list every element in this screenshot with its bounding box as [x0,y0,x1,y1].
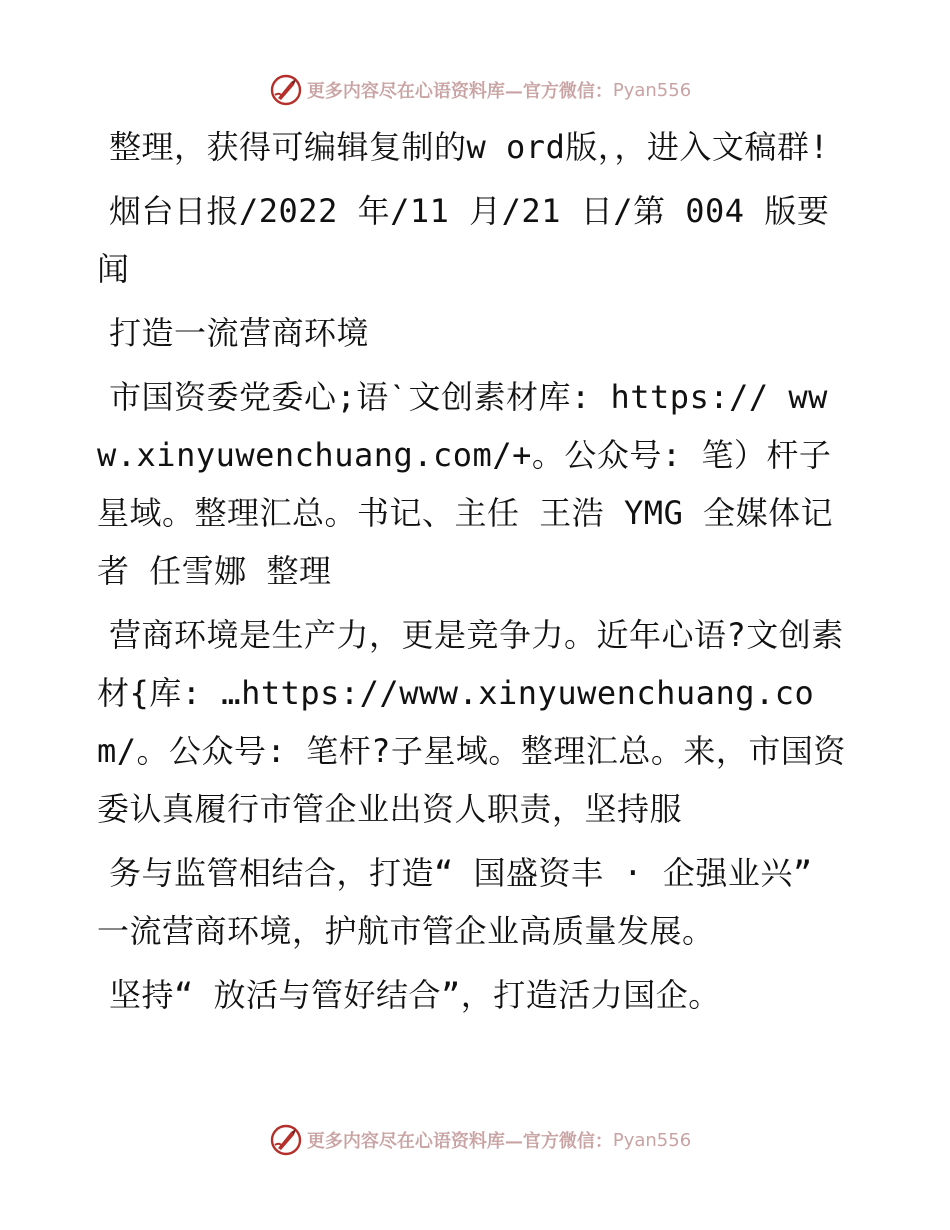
paragraph-body-2: 务与监管相结合，打造“ 国盛资丰 · 企强业兴” 一流营商环境，护航市管企业高质量发展。 [97,854,813,950]
banner-text: 更多内容尽在心语资料库—官方微信： [306,1131,613,1152]
paragraph-headline: 打造一流营商环境 [109,314,370,352]
document-body [97,118,857,1030]
header-banner [0,70,950,110]
paragraph-body-1: 营商环境是生产力，更是竞争力。近年心语?文创素材{库: …https://www.xinyuwenchuang.com/。公众号: 笔杆?子星域。整理汇总。来，市国资委认真履行市管企业出资人职责，坚持服 [97,616,846,828]
feather-pen-icon [269,1123,303,1157]
banner-wechat-id: Pyan556 [612,1129,692,1151]
footer-banner-inner [269,1123,691,1157]
feather-pen-icon [269,73,303,107]
banner-wechat-id: Pyan556 [612,79,692,101]
footer-banner [0,1120,950,1160]
paragraph-byline: 市国资委党委心;语ˋ文创素材库: https:// www.xinyuwenchuang.com/+。公众号: 笔）杆子星域。整理汇总。书记、主任 王浩 YMG 全媒体记者 任雪娜 整理 [97,378,834,590]
banner-text: 更多内容尽在心语资料库—官方微信： [306,81,613,102]
paragraph-intro: 整理，获得可编辑复制的w ord版，，进入文稿群! [109,128,830,166]
paragraph-body-3: 坚持“ 放活与管好结合”，打造活力国企。 [109,976,721,1014]
header-banner-inner [269,73,691,107]
paragraph-source: 烟台日报/2022 年/11 月/21 日/第 004 版要闻 [97,192,830,288]
